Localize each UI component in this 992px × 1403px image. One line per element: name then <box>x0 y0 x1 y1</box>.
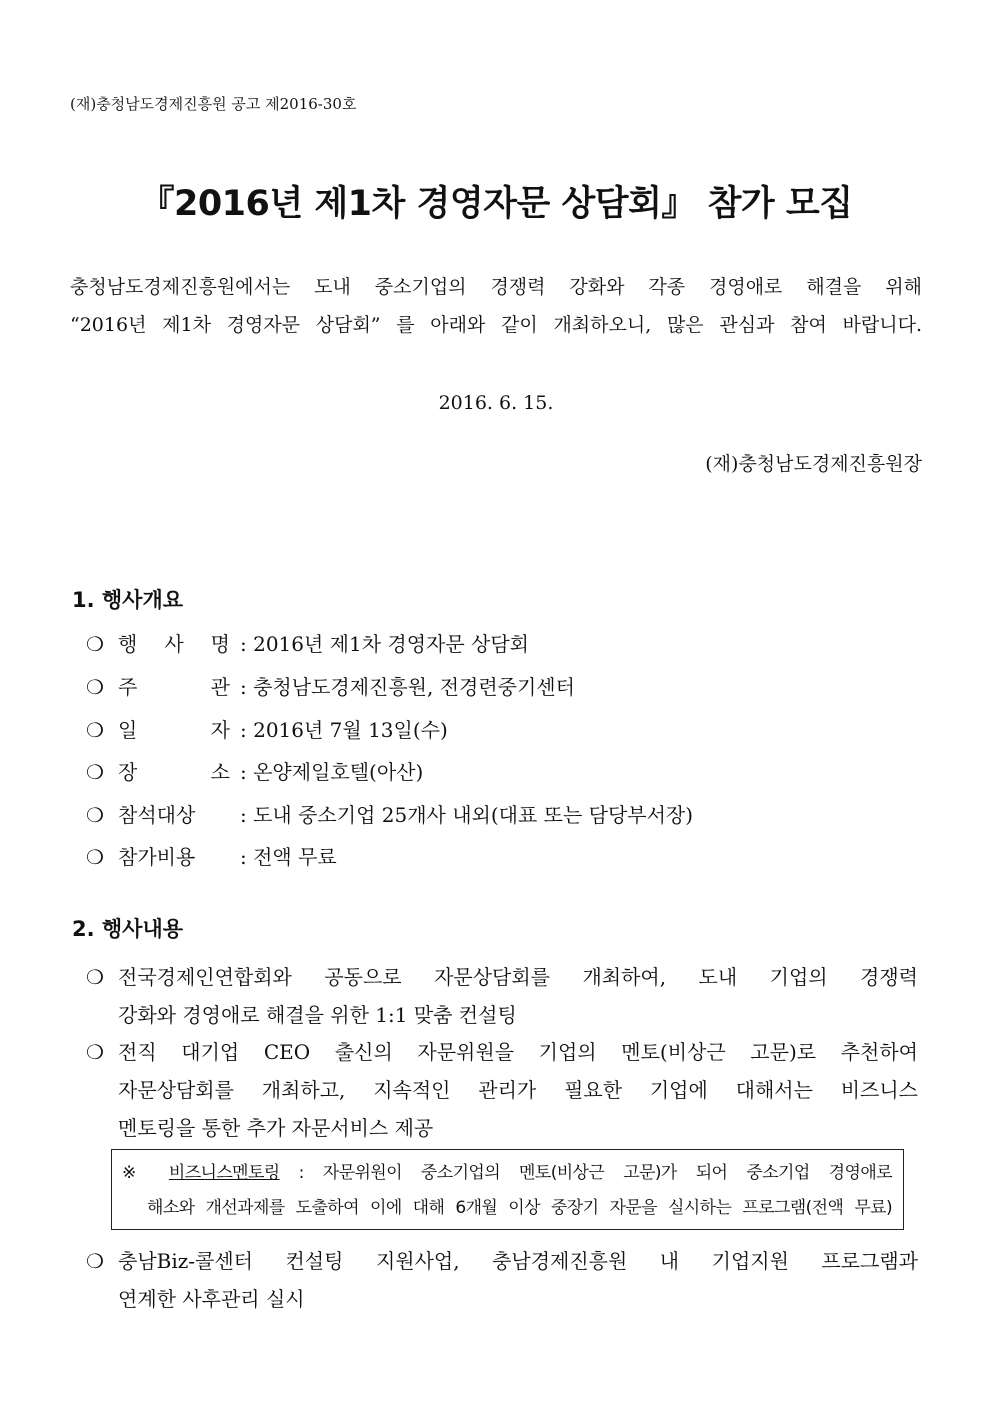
overview-value: 2016년 7월 13일(수) <box>253 718 448 742</box>
bullet-icon: ❍ <box>86 1040 104 1064</box>
note-line-1 <box>122 1158 892 1183</box>
overview-label: 장 소 <box>118 760 230 784</box>
section-2-heading: 2. 행사내용 <box>72 917 184 941</box>
content-line: 충남Biz-콜센터 컨설팅 지원사업, 충남경제진흥원 내 기업지원 프로그램과 <box>118 1249 918 1273</box>
content-item-text <box>118 1242 918 1318</box>
content-item-2 <box>86 1033 918 1147</box>
overview-item-participants <box>86 800 693 830</box>
content-line: 전국경제인연합회와 공동으로 자문상담회를 개최하여, 도내 기업의 경쟁력 <box>118 965 918 989</box>
overview-label: 행 사 명 <box>118 632 230 656</box>
note-line-1-rest: : 자문위원이 중소기업의 멘토(비상근 고문)가 되어 중소기업 경영애로 <box>298 1163 892 1183</box>
content-item-1 <box>86 958 918 1034</box>
bullet-icon: ❍ <box>86 803 104 827</box>
notice-number: (재)충청남도경제진흥원 공고 제2016-30호 <box>70 95 357 113</box>
overview-item-date <box>86 715 448 745</box>
bullet-icon: ❍ <box>86 632 104 656</box>
overview-sep: : <box>240 675 247 699</box>
note-term: 비즈니스멘토링 <box>168 1163 280 1183</box>
overview-sep: : <box>240 845 247 869</box>
intro-line-1: 충청남도경제진흥원에서는 도내 중소기업의 경쟁력 강화와 각종 경영애로 해결을 위해 <box>70 276 922 298</box>
note-mark: ※ <box>122 1163 150 1183</box>
overview-label: 참석대상 <box>118 803 196 827</box>
overview-value: 전액 무료 <box>253 845 337 869</box>
content-line: 강화와 경영애로 해결을 위한 1:1 맞춤 컨설팅 <box>118 1003 517 1027</box>
content-item-text <box>118 958 918 1034</box>
overview-label: 주 관 <box>118 675 230 699</box>
section-1-heading: 1. 행사개요 <box>72 588 184 612</box>
note-line-2: 해소와 개선과제를 도출하여 이에 대해 6개월 이상 중장기 자문을 실시하는 프로그램(전액 무료) <box>147 1198 892 1218</box>
notice-date: 2016. 6. 15. <box>438 392 554 414</box>
overview-sep: : <box>240 803 247 827</box>
content-line: 전직 대기업 CEO 출신의 자문위원을 기업의 멘토(비상근 고문)로 추천하여 <box>118 1040 918 1064</box>
content-line: 연계한 사후관리 실시 <box>118 1287 305 1311</box>
note-box <box>111 1149 904 1230</box>
overview-value: 도내 중소기업 25개사 내외(대표 또는 담당부서장) <box>253 803 694 827</box>
overview-label: 일 자 <box>118 718 230 742</box>
intro-line-2: “2016년 제1차 경영자문 상담회” 를 아래와 같이 개최하오니, 많은 관심과 참여 바랍니다. <box>70 314 922 336</box>
overview-sep: : <box>240 760 247 784</box>
bullet-icon: ❍ <box>86 1249 104 1273</box>
page-title: 『2016년 제1차 경영자문 상담회』 참가 모집 <box>139 184 853 224</box>
overview-item-event-name <box>86 629 529 659</box>
overview-value: 온양제일호텔(아산) <box>253 760 424 784</box>
content-item-text <box>118 1033 918 1147</box>
bullet-icon: ❍ <box>86 965 104 989</box>
content-line: 멘토링을 통한 추가 자문서비스 제공 <box>118 1116 434 1140</box>
content-line: 자문상담회를 개최하고, 지속적인 관리가 필요한 기업에 대해서는 비즈니스 <box>118 1078 918 1102</box>
bullet-icon: ❍ <box>86 845 104 869</box>
overview-sep: : <box>240 632 247 656</box>
overview-item-fee <box>86 842 337 872</box>
content-item-3 <box>86 1242 918 1318</box>
overview-value: 충청남도경제진흥원, 전경련중기센터 <box>253 675 575 699</box>
overview-value: 2016년 제1차 경영자문 상담회 <box>253 632 530 656</box>
bullet-icon: ❍ <box>86 718 104 742</box>
overview-item-venue <box>86 757 423 787</box>
bullet-icon: ❍ <box>86 675 104 699</box>
overview-sep: : <box>240 718 247 742</box>
overview-item-host <box>86 672 575 702</box>
intro-paragraph <box>70 268 922 344</box>
signer: (재)충청남도경제진흥원장 <box>705 453 922 475</box>
bullet-icon: ❍ <box>86 760 104 784</box>
overview-label: 참가비용 <box>118 845 196 869</box>
